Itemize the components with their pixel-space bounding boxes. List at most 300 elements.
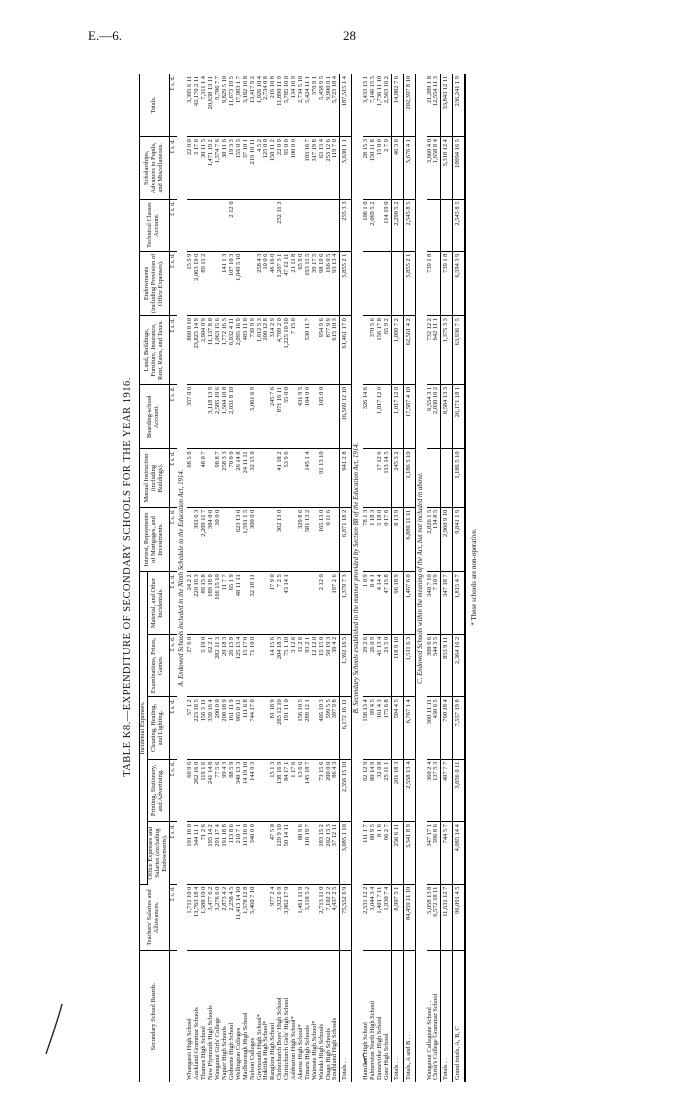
table-row: [433, 74, 440, 1082]
value-cell: 11,890 11 9: [277, 74, 284, 137]
value-cell: [291, 449, 298, 507]
value-cell: 107 10 3: [229, 251, 236, 316]
value-cell: 104 0 0: [305, 384, 312, 449]
school-name: Otago High Schools: [324, 1028, 332, 1080]
value-cell: 89 11 2: [201, 251, 208, 316]
total-cell: 236,241 1 9: [453, 74, 465, 137]
total-cell: 1,375 3 3: [441, 316, 453, 385]
total-cell: [441, 199, 453, 251]
value-cell: 93 2 1: [305, 634, 312, 696]
total-cell: 4,085 14 4: [453, 822, 465, 884]
value-cell: 68 5 0: [187, 449, 194, 507]
value-cell: [257, 697, 264, 759]
total-cell: 255 3 3: [340, 199, 352, 251]
table-row: [236, 74, 243, 1082]
value-cell: 65 1 9: [229, 572, 236, 634]
value-cell: [305, 199, 312, 251]
value-cell: 2 12 0: [319, 572, 326, 634]
value-cell: 150 11 8: [370, 137, 377, 199]
value-cell: 309 6 6: [427, 634, 434, 696]
total-cell: 75,552 6 9: [340, 884, 352, 951]
value-cell: 32 15 0: [250, 449, 257, 507]
total-ab-row: [403, 74, 415, 1082]
value-cell: 13,417 9 2: [250, 74, 257, 137]
value-cell: 17 9 0: [270, 572, 277, 634]
value-cell: 23,825 14 9: [194, 316, 201, 385]
value-cell: 3,477 6 2: [208, 884, 215, 951]
value-cell: 75 1 10: [284, 634, 291, 696]
school-name: Nelson Colleges: [248, 1037, 256, 1080]
value-cell: 9,786 7 7: [215, 74, 222, 137]
value-cell: 5,723 18 4: [332, 74, 339, 137]
value-cell: 1,930 7 4: [384, 884, 391, 951]
value-cell: 98 8 7: [215, 449, 222, 507]
value-cell: 13 6 6: [298, 759, 305, 821]
total-cell: 6,767 1 4: [403, 697, 415, 759]
value-cell: [257, 199, 264, 251]
value-cell: 317 19 8: [312, 137, 319, 199]
value-cell: 48 11 11: [236, 572, 243, 634]
table-row: [250, 74, 257, 1082]
value-cell: 954 9 6: [319, 316, 326, 385]
section-title: A. Endowed Schools included in the Ninth Schedule to the Education Act, 1914.: [177, 469, 185, 687]
value-cell: 204 18 3: [277, 634, 284, 696]
value-cell: 161 11 9: [229, 697, 236, 759]
total-cell: 5,676 4 1: [403, 137, 415, 199]
value-cell: 91 13 10: [319, 449, 326, 507]
expenditure-table: [139, 74, 466, 1082]
pen-mark: [40, 1000, 70, 1060]
value-cell: 14 15 6: [270, 634, 277, 696]
unit-cell: £ s. d.: [169, 316, 176, 385]
value-cell: 1,574 7 6: [215, 137, 222, 199]
value-cell: 65 9 0: [298, 251, 305, 316]
total-cell: 6,880 11 11: [403, 507, 415, 572]
value-cell: 37 12 11: [332, 822, 339, 884]
value-cell: 19 3 3: [229, 137, 236, 199]
value-cell: [427, 199, 434, 251]
value-cell: [208, 199, 215, 251]
value-cell: 183 15 2: [319, 822, 326, 884]
value-cell: 1,049 5 10: [236, 251, 243, 316]
value-cell: 43 14 1: [284, 572, 291, 634]
value-cell: 200 18 9: [222, 697, 229, 759]
total-cell: 96 18 9: [391, 572, 403, 634]
total-cell: 8,584 13 3: [441, 384, 453, 449]
value-cell: [257, 822, 264, 884]
units-row: [169, 74, 176, 1082]
value-cell: 370 5 6: [370, 316, 377, 385]
value-cell: [384, 384, 391, 449]
value-cell: 100 0 0: [291, 137, 298, 199]
value-cell: 530 11 7: [305, 316, 312, 385]
value-cell: 66 2 7: [384, 822, 391, 884]
value-cell: 46 16 0: [270, 251, 277, 316]
value-cell: 252 11 3: [277, 199, 284, 251]
total-cell: 5,630 1 1: [340, 137, 352, 199]
value-cell: 405 10 3: [319, 697, 326, 759]
page-code: E.—6.: [88, 28, 122, 43]
total-cell: 96,091 4 5: [453, 884, 465, 951]
school-name: Gore High School: [382, 1033, 390, 1080]
value-cell: 125 15 4: [236, 634, 243, 696]
value-cell: 362 13 0: [277, 507, 284, 572]
value-cell: [384, 251, 391, 316]
value-cell: 2,030 10 2: [433, 384, 440, 449]
unit-cell: £ s. d.: [169, 634, 176, 696]
value-cell: 111 6 8: [243, 697, 250, 759]
unit-cell: £ s. d.: [169, 137, 176, 199]
value-cell: [363, 251, 370, 316]
value-cell: 1,772 16 5: [222, 316, 229, 385]
value-cell: 1,591 1 5: [243, 507, 250, 572]
value-cell: 0 17 6: [384, 507, 391, 572]
value-cell: [194, 199, 201, 251]
school-name: Marlborough High School: [241, 1012, 249, 1080]
total-cell: 6,594 3 9: [453, 251, 465, 316]
value-cell: [433, 251, 440, 316]
value-cell: 7,146 15 5: [370, 74, 377, 137]
value-cell: 339 16 4: [208, 697, 215, 759]
value-cell: 70 0 0: [229, 449, 236, 507]
value-cell: 245 7 6: [270, 384, 277, 449]
total-cell: 1,511 6 3: [403, 634, 415, 696]
unit-cell: £ s. d.: [169, 507, 176, 572]
total-cell: 256 6 11: [391, 822, 403, 884]
school-name: Christchurch Girls' High School: [283, 997, 291, 1080]
value-cell: 200 0 0: [326, 759, 333, 821]
unit-cell: £ s. d.: [169, 251, 176, 316]
value-cell: 3,276 6 0: [215, 884, 222, 951]
value-cell: [236, 384, 243, 449]
table-row: [257, 74, 264, 1082]
value-cell: 1 0 9: [363, 572, 370, 634]
value-cell: 30 0 0: [215, 507, 222, 572]
total-cell: [441, 449, 453, 507]
table-row: [291, 74, 298, 1082]
value-cell: 8 1 6: [377, 822, 384, 884]
value-cell: 134 8 5: [433, 507, 440, 572]
value-cell: 744 17 0: [250, 697, 257, 759]
value-cell: 17 12 6: [377, 449, 384, 507]
value-cell: [257, 634, 264, 696]
value-cell: [332, 199, 339, 251]
value-cell: [263, 449, 270, 507]
school-name: Napier High Schools: [220, 1026, 228, 1080]
value-cell: 5,458 9 5: [319, 74, 326, 137]
total-cell: 245 3 2: [391, 449, 403, 507]
value-cell: 3,118 13 9: [208, 384, 215, 449]
col-scholarships: Scholarships, Advances to Pupils, and Miscellaneous.: [140, 137, 170, 199]
value-cell: 581 13 2: [305, 507, 312, 572]
value-cell: 15 0 0: [377, 137, 384, 199]
value-cell: 11,137 8 0: [208, 316, 215, 385]
total-cell: 16,569 12 10: [340, 384, 352, 449]
total-label: Totals . .: [340, 951, 352, 1082]
school-name: Christchurch Boys' High School: [276, 997, 284, 1080]
value-cell: 357 0 0: [187, 384, 194, 449]
value-cell: 2,713 11 0: [319, 884, 326, 951]
value-cell: 10 0 6: [263, 251, 270, 316]
value-cell: 17,983 1 7: [236, 74, 243, 137]
value-cell: 137 5 3: [433, 759, 440, 821]
value-cell: 11 2 6: [298, 634, 305, 696]
total-c-row: [441, 74, 453, 1082]
value-cell: [257, 759, 264, 821]
value-cell: 134 16 9: [291, 74, 298, 137]
value-cell: [215, 199, 222, 251]
value-cell: 615 10 3: [332, 316, 339, 385]
col-incidental-group: Incidental Expenses.: [140, 572, 148, 884]
value-cell: 99 4 5: [370, 697, 377, 759]
value-cell: 98 19 6: [319, 251, 326, 316]
value-cell: 15 1 3: [270, 759, 277, 821]
value-cell: 89 15 8: [201, 572, 208, 634]
value-cell: 599 5 5: [326, 697, 333, 759]
unit-cell: £ s. d.: [169, 74, 176, 137]
value-cell: 155 0 5: [236, 137, 243, 199]
value-cell: 2,069 5 2: [370, 199, 377, 251]
value-cell: 80 14 9: [370, 759, 377, 821]
value-cell: 41 13 4: [377, 634, 384, 696]
value-cell: 93 13 4: [332, 251, 339, 316]
total-cell: 202,397 8 10: [403, 74, 415, 137]
value-cell: 24 11 11: [243, 449, 250, 507]
value-cell: 397 9 8: [332, 697, 339, 759]
value-cell: 1,504 10 8: [222, 384, 229, 449]
value-cell: 20 18 3: [222, 634, 229, 696]
value-cell: 1,736 11 10: [377, 74, 384, 137]
school-name: Timaru High Schools: [303, 1025, 311, 1080]
school-name: Palmerston North High School: [369, 1001, 377, 1080]
value-cell: 2,585 19 6: [215, 384, 222, 449]
value-cell: 71 2 6: [201, 822, 208, 884]
value-cell: [332, 449, 339, 507]
value-cell: 860 0 10: [187, 316, 194, 385]
value-cell: 642 11 1: [433, 316, 440, 385]
value-cell: 15 15 0: [319, 634, 326, 696]
value-cell: 2,531 12 2: [363, 884, 370, 951]
value-cell: 78 1 3: [363, 507, 370, 572]
value-cell: 2,826 1 5: [427, 507, 434, 572]
value-cell: [332, 384, 339, 449]
total-cell: 26,171 18 1: [453, 384, 465, 449]
value-cell: 191 16 0: [187, 822, 194, 884]
value-cell: 39 17 5: [312, 251, 319, 316]
value-cell: 60 9 6: [187, 759, 194, 821]
value-cell: 13,763 18 4: [194, 884, 201, 951]
value-cell: [291, 572, 298, 634]
total-a-row: [340, 74, 352, 1082]
value-cell: 2,734 5 10: [298, 74, 305, 137]
value-cell: [305, 572, 312, 634]
total-label: Totals . .: [441, 951, 453, 1082]
total-cell: 2,545 8 5: [403, 199, 415, 251]
value-cell: [257, 449, 264, 507]
school-name: Wellington Colleges: [234, 1027, 242, 1080]
unit-cell: £ s. d.: [169, 199, 176, 251]
value-cell: 1,225 10 10: [284, 316, 291, 385]
total-cell: 46 3 0: [391, 137, 403, 199]
school-name: Dannevirke High School: [376, 1016, 383, 1080]
value-cell: 80 9 5: [370, 822, 377, 884]
col-boarding: Boarding-school Account.: [140, 384, 170, 449]
total-cell: 739 1 8: [441, 251, 453, 316]
value-cell: 1,026 10 4: [257, 74, 264, 137]
value-cell: 1,063 15 6: [215, 316, 222, 385]
value-cell: 5 18 0: [377, 507, 384, 572]
total-cell: 10994 16 5: [453, 137, 465, 199]
col-endowments: Endowments (including Provision of Office Expenses).: [140, 251, 170, 316]
value-cell: 3 12 6: [291, 634, 298, 696]
value-cell: 7 15 0: [291, 316, 298, 385]
section-title: C. Endowed Schools within the meaning of the Act, but not included in above.: [416, 472, 424, 684]
value-cell: [263, 507, 270, 572]
value-cell: [194, 384, 201, 449]
value-cell: 384 0 0: [208, 507, 215, 572]
col-land: Land, Buildings, Furniture, Insurance, Rent, Rates, and Taxes.: [140, 316, 170, 385]
table-caption: TABLE K8.—EXPENDITURE OF SECONDARY SCHOOLS FOR THE YEAR 1916.: [122, 377, 133, 777]
total-cell: 2,558 13 4: [403, 759, 415, 821]
value-cell: 282 11 3: [215, 634, 222, 696]
total-cell: 744 5 7: [441, 822, 453, 884]
school-name: Wanganui Girls' College: [214, 1017, 222, 1080]
total-cell: 8,907 5 1: [391, 884, 403, 951]
value-cell: 11,673 19 5: [229, 74, 236, 137]
unit-cell: £ s. d.: [169, 822, 176, 884]
total-cell: 1,186 5 10: [453, 449, 465, 507]
total-cell: 853 9 11: [441, 634, 453, 696]
value-cell: 11 7 7: [222, 572, 229, 634]
total-cell: [391, 251, 403, 316]
value-cell: 27 6 0: [187, 634, 194, 696]
value-cell: 195 14 2: [208, 822, 215, 884]
value-cell: 15 5 9: [187, 251, 194, 316]
value-cell: 11,413 14 10: [236, 884, 243, 951]
total-cell: 118 9 10: [391, 634, 403, 696]
col-manual: Manual Instruction (including Buildings).: [140, 449, 170, 507]
total-cell: 2,960 9 10: [441, 507, 453, 572]
value-cell: 2,095 16 9: [236, 316, 243, 385]
value-cell: [433, 199, 440, 251]
total-cell: 33,843 12 11: [441, 74, 453, 137]
value-cell: 2,258 4 5: [229, 884, 236, 951]
total-cell: 497 7 7: [441, 759, 453, 821]
total-label: Grand totals, A, B, C: [453, 951, 465, 1082]
total-cell: 3,085 1 10: [340, 822, 352, 884]
value-cell: 3,395 6 11: [187, 74, 194, 137]
total-cell: 1,815 4 7: [453, 572, 465, 634]
value-cell: [363, 449, 370, 507]
value-cell: 5,424 11 1: [305, 74, 312, 137]
value-cell: 12,554 11 3: [433, 74, 440, 137]
value-cell: [326, 449, 333, 507]
value-cell: 1,588 10 0: [201, 884, 208, 951]
value-cell: 21 5 0: [384, 634, 391, 696]
value-cell: 39 4 2: [332, 634, 339, 696]
value-cell: [243, 199, 250, 251]
value-cell: 20,638 13 11: [208, 74, 215, 137]
value-cell: [291, 199, 298, 251]
value-cell: 3,044 3 4: [370, 884, 377, 951]
total-cell: 1,099 7 2: [391, 316, 403, 385]
value-cell: 125 0 0: [263, 137, 270, 199]
value-cell: [257, 507, 264, 572]
value-cell: 300 0 0: [250, 507, 257, 572]
value-cell: [243, 251, 250, 316]
value-cell: 28 15 3: [363, 137, 370, 199]
value-cell: 2,209 11 7: [201, 507, 208, 572]
value-cell: 1,207 3 1: [277, 251, 284, 316]
value-cell: 63 13 4: [319, 137, 326, 199]
total-cell: 62,561 4 2: [403, 316, 415, 385]
unit-blank: [169, 951, 176, 1082]
value-cell: 189 18 0: [208, 572, 215, 634]
school-name: Christ's College Grammar School: [432, 993, 440, 1080]
total-cell: 3,341 8 9: [403, 822, 415, 884]
value-cell: 145 18 7: [305, 759, 312, 821]
value-cell: 6,554 3 1: [427, 384, 434, 449]
value-cell: 22 0 0: [277, 137, 284, 199]
value-cell: 253 12 6: [326, 137, 333, 199]
total-cell: 790 18 4: [441, 697, 453, 759]
value-cell: 2 7 9: [384, 137, 391, 199]
value-cell: 1,017 12 0: [377, 384, 384, 449]
total-cell: 7,557 19 8: [453, 697, 465, 759]
value-cell: 26 14 8: [236, 449, 243, 507]
value-cell: 7 2 5: [277, 572, 284, 634]
value-cell: [222, 507, 229, 572]
value-cell: 7,102 2 2: [326, 884, 333, 951]
value-cell: 14 19 10: [243, 759, 250, 821]
value-cell: 2,734 0 8: [263, 74, 270, 137]
value-cell: 340 0 0: [250, 822, 257, 884]
value-cell: 114 19 0: [384, 199, 391, 251]
value-cell: 62 2 1: [208, 634, 215, 696]
col-cleaning: Cleaning, Heating, and Lighting.: [147, 697, 169, 759]
total-cell: 347 18 7: [441, 572, 453, 634]
total-cell: 594 4 5: [391, 697, 403, 759]
value-cell: 344 11 1: [194, 822, 201, 884]
value-cell: 22 0 0: [187, 137, 194, 199]
value-cell: 7 10 9: [433, 572, 440, 634]
value-cell: 289 12 1: [305, 697, 312, 759]
value-cell: 1 17 6: [291, 759, 298, 821]
page-number: 28: [343, 28, 356, 43]
value-cell: 48 0 7: [201, 449, 208, 507]
value-cell: 1,471 19 2: [208, 137, 215, 199]
value-cell: [326, 199, 333, 251]
value-cell: [377, 251, 384, 316]
value-cell: 95 0 0: [284, 137, 291, 199]
value-cell: [284, 507, 291, 572]
value-cell: 26 0 9: [370, 634, 377, 696]
value-cell: 360 11 11: [427, 697, 434, 759]
total-cell: 8 13 9: [391, 507, 403, 572]
value-cell: 71 10 0: [250, 634, 257, 696]
value-cell: [319, 199, 326, 251]
value-cell: 86 4 3: [332, 759, 339, 821]
value-cell: 9,900 0 1: [326, 74, 333, 137]
value-cell: 29 2 6: [363, 634, 370, 696]
value-cell: 141 1 3: [222, 251, 229, 316]
value-cell: 3,182 16 8: [243, 74, 250, 137]
col-office: Office Expenses and Salaries (excluding Endowments).: [147, 822, 169, 884]
school-name: Wanganui Collegiate School . .: [425, 1000, 433, 1080]
value-cell: 2,063 19 0: [194, 251, 201, 316]
value-cell: 175 6 8: [384, 697, 391, 759]
value-cell: 5,785 10 0: [284, 74, 291, 137]
